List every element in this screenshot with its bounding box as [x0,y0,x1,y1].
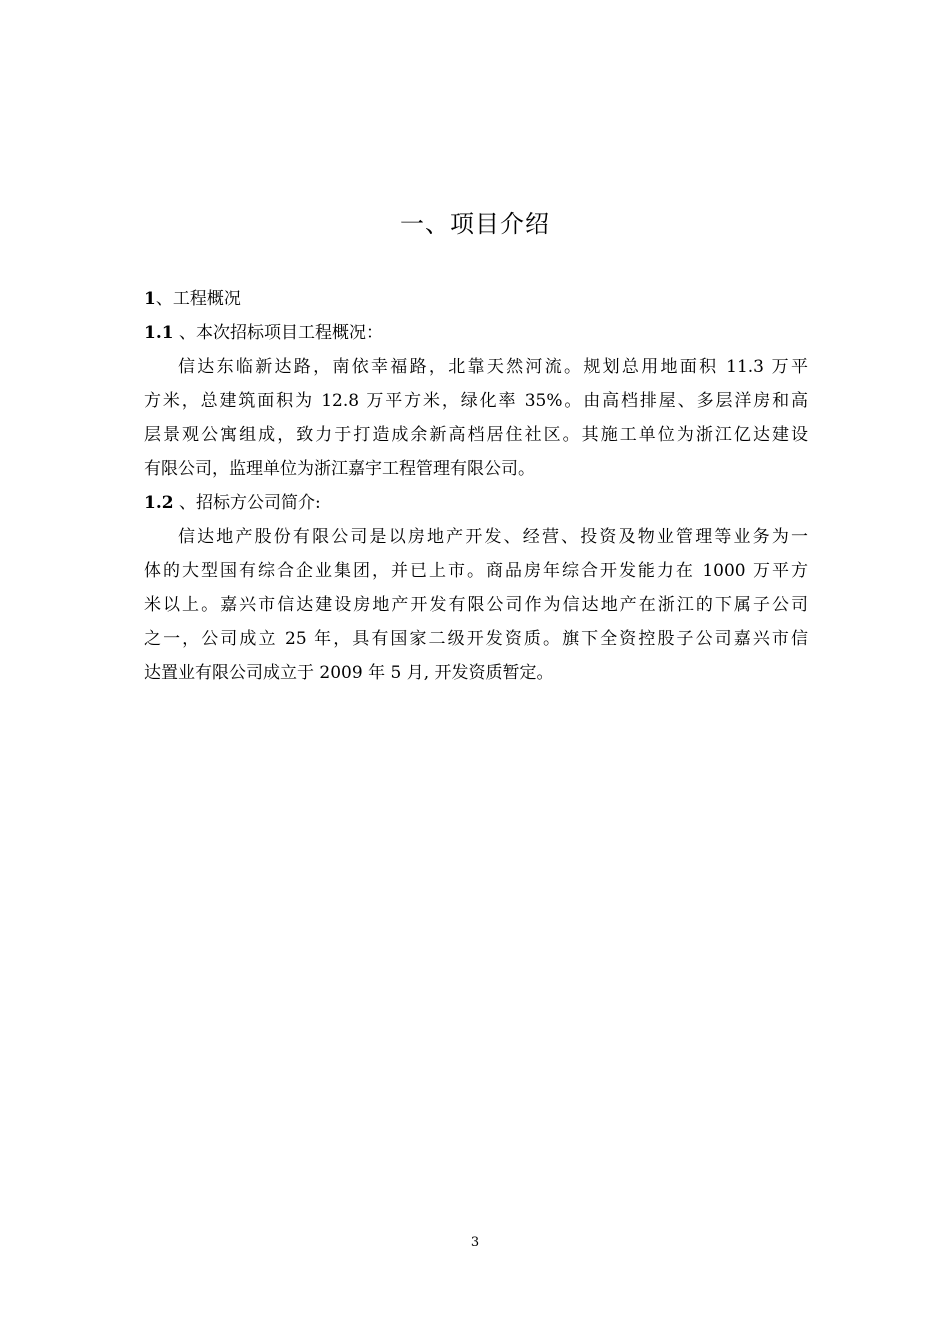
paragraph-line: 有限公司，监理单位为浙江嘉宇工程管理有限公司。 [144,459,535,479]
paragraph-line: 信达东临新达路，南依幸福路，北靠天然河流。规划总用地面积 11.3 万平 [178,357,808,377]
section-heading-text: 、招标方公司简介: [173,493,321,513]
section-number: 1.1 [144,323,174,343]
document-body [144,282,808,690]
paragraph-line: 米以上。嘉兴市信达建设房地产开发有限公司作为信达地产在浙江的下属子公司 [144,595,808,615]
paragraph-line: 体的大型国有综合企业集团，并已上市。商品房年综合开发能力在 1000 万平方 [144,561,808,581]
section-heading-1-2 [144,486,808,520]
section-number: 1 [144,289,156,309]
section-heading-text: 、本次招标项目工程概况： [173,323,383,343]
paragraph-line: 之一，公司成立 25 年，具有国家二级开发资质。旗下全资控股子公司嘉兴市信 [144,629,808,649]
page-title: 一、项目介绍 [400,210,550,238]
paragraph-project-overview [144,350,808,486]
paragraph-line: 层景观公寓组成，致力于打造成余新高档居住社区。其施工单位为浙江亿达建设 [144,425,808,445]
section-heading-text: 、工程概况 [155,289,241,309]
section-number: 1.2 [144,493,174,513]
paragraph-company-intro [144,520,808,690]
paragraph-line: 达置业有限公司成立于 2009 年 5 月, 开发资质暂定。 [144,663,554,683]
page-number: 3 [470,1235,480,1250]
section-heading-1-1 [144,316,808,350]
paragraph-line: 方米，总建筑面积为 12.8 万平方米，绿化率 35%。由高档排屋、多层洋房和高 [144,391,808,411]
paragraph-line: 信达地产股份有限公司是以房地产开发、经营、投资及物业管理等业务为一 [178,527,808,547]
section-heading-1 [144,282,808,316]
